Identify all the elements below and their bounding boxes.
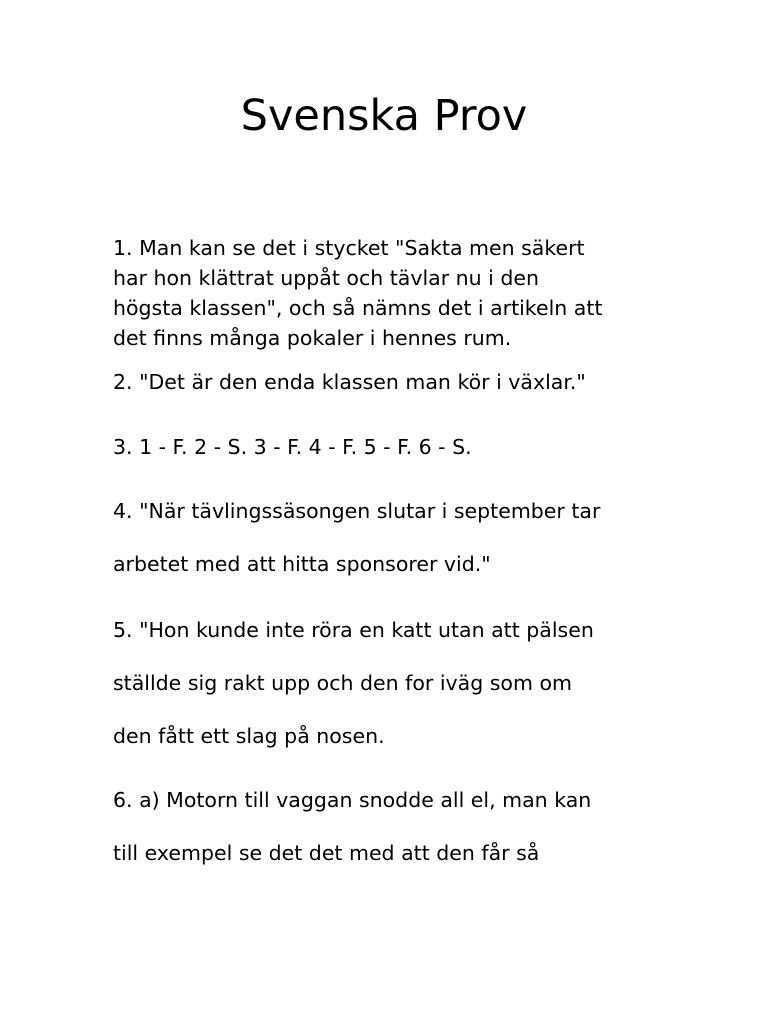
answer-6 [113, 774, 673, 880]
answer-3 [113, 432, 673, 462]
answer-1 [113, 233, 673, 353]
answer-4 [113, 485, 673, 591]
answer-4-line-2: arbetet med att hitta sponsorer vid." [113, 552, 491, 576]
answer-2-line-1: 2. "Det är den enda klassen man kör i växlar." [113, 370, 586, 394]
answer-6-line-1: 6. a) Motorn till vaggan snodde all el, man kan [113, 788, 592, 812]
answer-5-line-2: ställde sig rakt upp och den for iväg som om [113, 671, 572, 695]
page-title: Svenska Prov [240, 91, 528, 141]
answer-6-line-2: till exempel se det det med att den får så [113, 841, 540, 865]
answer-1-line-3: högsta klassen", och så nämns det i artikeln att [113, 296, 603, 320]
answer-1-line-4: det finns många pokaler i hennes rum. [113, 326, 512, 350]
answer-1-line-1: 1. Man kan se det i stycket "Sakta men säkert [113, 236, 585, 260]
answer-5 [113, 604, 673, 763]
answer-5-line-1: 5. "Hon kunde inte röra en katt utan att pälsen [113, 618, 594, 642]
answer-2 [113, 367, 673, 397]
answer-1-line-2: har hon klättrat uppåt och tävlar nu i den [113, 266, 540, 290]
answer-3-line-1: 3. 1 - F. 2 - S. 3 - F. 4 - F. 5 - F. 6 - S. [113, 435, 472, 459]
answer-4-line-1: 4. "När tävlingssäsongen slutar i september tar [113, 499, 601, 523]
answer-5-line-3: den fått ett slag på nosen. [113, 724, 385, 748]
